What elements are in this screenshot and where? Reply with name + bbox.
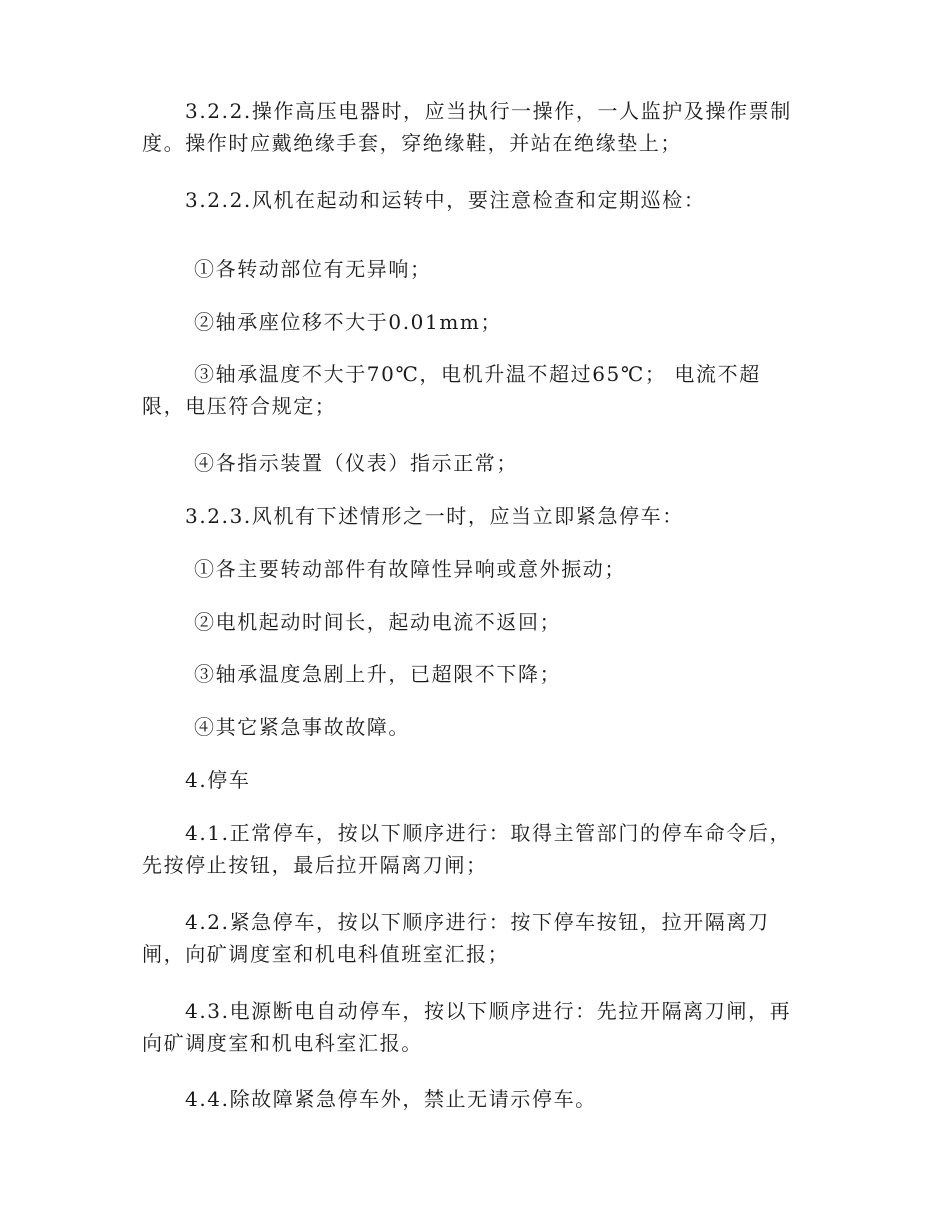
paragraph-4-2-emergency-stop: 4.2.紧急停车，按以下顺序进行：按下停车按钮，拉开隔离刀闸，向矿调度室和机电科值班室汇报； — [142, 910, 770, 966]
list-item: ④其它紧急事故故障。 — [194, 715, 410, 739]
paragraph-4-1-normal-stop: 4.1.正常停车，按以下顺序进行：取得主管部门的停车命令后，先按停止按钮，最后拉开隔离刀闸； — [142, 821, 792, 877]
list-item: ②轴承座位移不大于0.01mm； — [194, 310, 503, 334]
paragraph-4-4-no-unauthorized-stop: 4.4.除故障紧急停车外，禁止无请示停车。 — [185, 1087, 597, 1111]
section-heading-4-stop: 4.停车 — [185, 768, 251, 792]
list-item: ③轴承温度不大于70℃，电机升温不超过65℃； 电流不超限，电压符合规定； — [142, 362, 761, 418]
paragraph-3-2-2-operation: 3.2.2.操作高压电器时，应当执行一操作，一人监护及操作票制度。操作时应戴绝缘手套，穿绝缘鞋，并站在绝缘垫上； — [142, 99, 792, 155]
paragraph-3-2-3-emergency-stop: 3.2.3.风机有下述情形之一时，应当立即紧急停车： — [185, 504, 684, 528]
list-item: ④各指示装置（仪表）指示正常； — [194, 451, 518, 475]
paragraph-4-3-power-loss-stop: 4.3.电源断电自动停车，按以下顺序进行：先拉开隔离刀闸，再向矿调度室和机电科室汇报。 — [142, 999, 792, 1055]
list-item: ①各主要转动部件有故障性异响或意外振动； — [194, 557, 626, 581]
list-item: ①各转动部位有无异响； — [194, 257, 432, 281]
paragraph-3-2-2-fan-inspection: 3.2.2.风机在起动和运转中，要注意检查和定期巡检： — [185, 188, 706, 212]
list-item: ③轴承温度急剧上升，已超限不下降； — [194, 662, 562, 686]
list-item: ②电机起动时间长，起动电流不返回； — [194, 610, 562, 634]
